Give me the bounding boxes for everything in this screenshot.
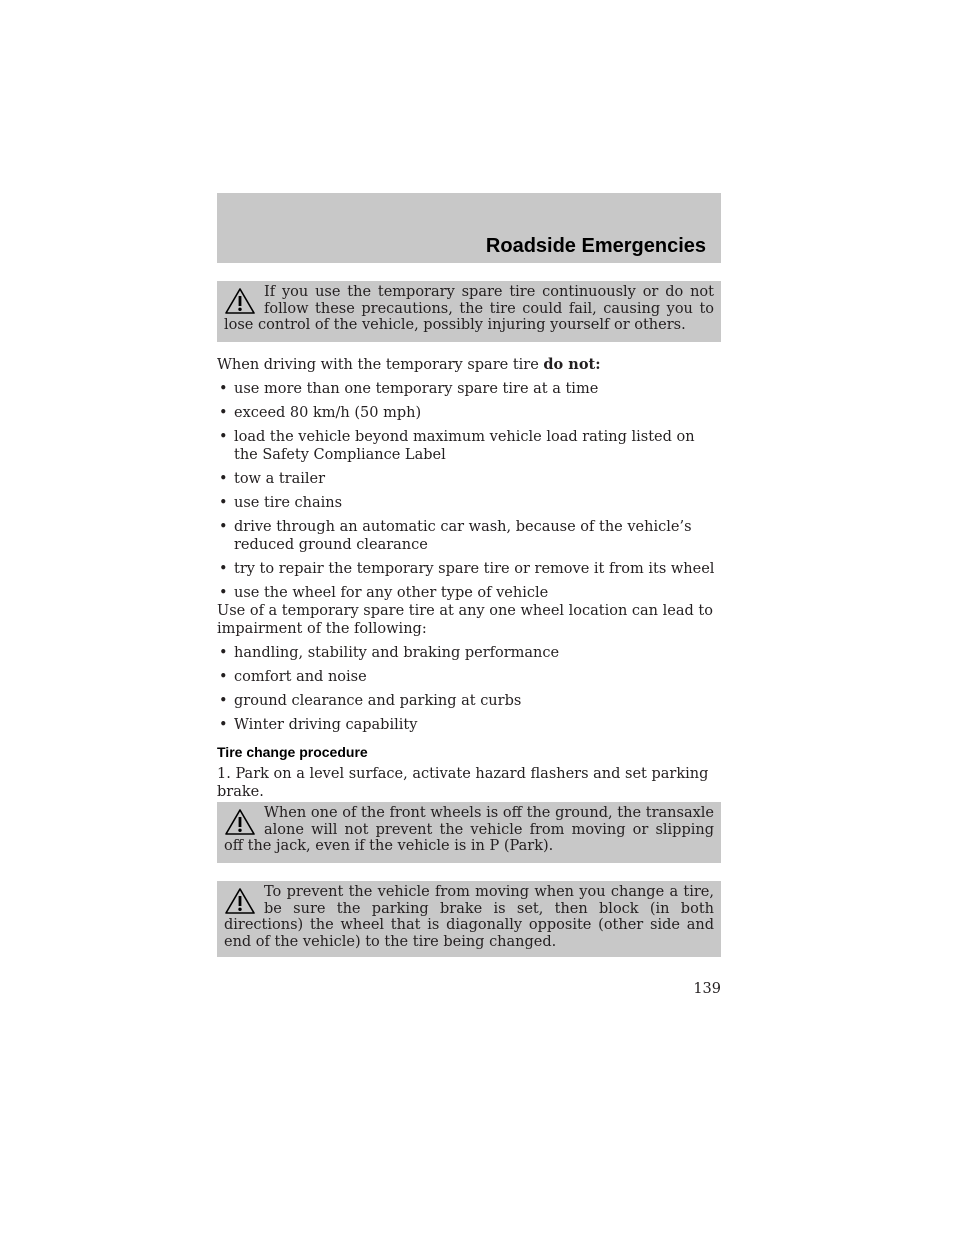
procedure-heading: Tire change procedure (217, 744, 368, 760)
main-content (217, 356, 721, 801)
warning-text: When one of the front wheels is off the ground, the transaxle alone will not prevent the vehicle from moving or slipping off the jack, even if the vehicle is in P (Park). (224, 805, 714, 854)
list-item (217, 470, 721, 488)
list-item (217, 494, 721, 512)
list-item-text: exceed 80 km/h (50 mph) (234, 405, 422, 421)
list-item-text: use more than one temporary spare tire at a time (234, 381, 599, 397)
bullet-icon: • (219, 471, 228, 487)
list-item (217, 644, 721, 662)
driving-intro-emphasis: do not: (543, 356, 601, 373)
bullet-icon: • (219, 585, 228, 601)
list-item-text: drive through an automatic car wash, because of the vehicle’s reduced ground clearance (234, 519, 692, 553)
bullet-icon: • (219, 693, 228, 709)
list-item (217, 428, 721, 464)
bullet-icon: • (219, 561, 228, 577)
driving-intro-text: When driving with the temporary spare tire (217, 357, 544, 373)
list-item (217, 380, 721, 398)
warning-text: If you use the temporary spare tire continuously or do not follow these precautions, the tire could fail, causing you to lose control of the vehicle, possibly injuring yourself or others. (224, 284, 714, 333)
warning-triangle-icon (224, 805, 258, 837)
warning-text: To prevent the vehicle from moving when you change a tire, be sure the parking brake is set, then block (in both directions) the wheel that is diagonally opposite (other side and end of the vehicle) to the tire being changed. (224, 884, 714, 950)
list-item (217, 716, 721, 734)
procedure-step-1: 1. Park on a level surface, activate hazard flashers and set parking brake. (217, 766, 709, 800)
page-number: 139 (693, 981, 721, 997)
bullet-icon: • (219, 717, 228, 733)
warning-triangle-icon (224, 884, 258, 916)
list-item-text: comfort and noise (234, 669, 367, 685)
list-item (217, 692, 721, 710)
list-item (217, 518, 721, 554)
list-item-text: handling, stability and braking performance (234, 645, 560, 661)
list-item (217, 668, 721, 686)
list-item (217, 560, 721, 578)
list-item-text: ground clearance and parking at curbs (234, 693, 522, 709)
list-item-text: try to repair the temporary spare tire or remove it from its wheel (234, 561, 715, 577)
driving-intro (217, 356, 721, 374)
list-item-text: tow a trailer (234, 471, 326, 487)
impairment-intro: Use of a temporary spare tire at any one wheel location can lead to impairment of the following: (217, 603, 713, 637)
do-not-list (217, 380, 721, 602)
warning-box (217, 802, 721, 863)
list-item-text: Winter driving capability (234, 717, 418, 733)
section-title: Roadside Emergencies (485, 235, 706, 257)
warning-triangle-icon (224, 284, 258, 316)
list-item-text: use the wheel for any other type of vehicle (234, 585, 549, 601)
list-item-text: use tire chains (234, 495, 343, 511)
list-item-text: load the vehicle beyond maximum vehicle load rating listed on the Safety Compliance Label (234, 429, 695, 463)
bullet-icon: • (219, 429, 228, 445)
impairment-list (217, 644, 721, 734)
bullet-icon: • (219, 519, 228, 535)
list-item (217, 584, 721, 602)
bullet-icon: • (219, 381, 228, 397)
bullet-icon: • (219, 669, 228, 685)
bullet-icon: • (219, 645, 228, 661)
bullet-icon: • (219, 405, 228, 421)
warning-box (217, 881, 721, 957)
bullet-icon: • (219, 495, 228, 511)
list-item (217, 404, 721, 422)
section-header-band (217, 193, 721, 263)
warning-box (217, 281, 721, 342)
